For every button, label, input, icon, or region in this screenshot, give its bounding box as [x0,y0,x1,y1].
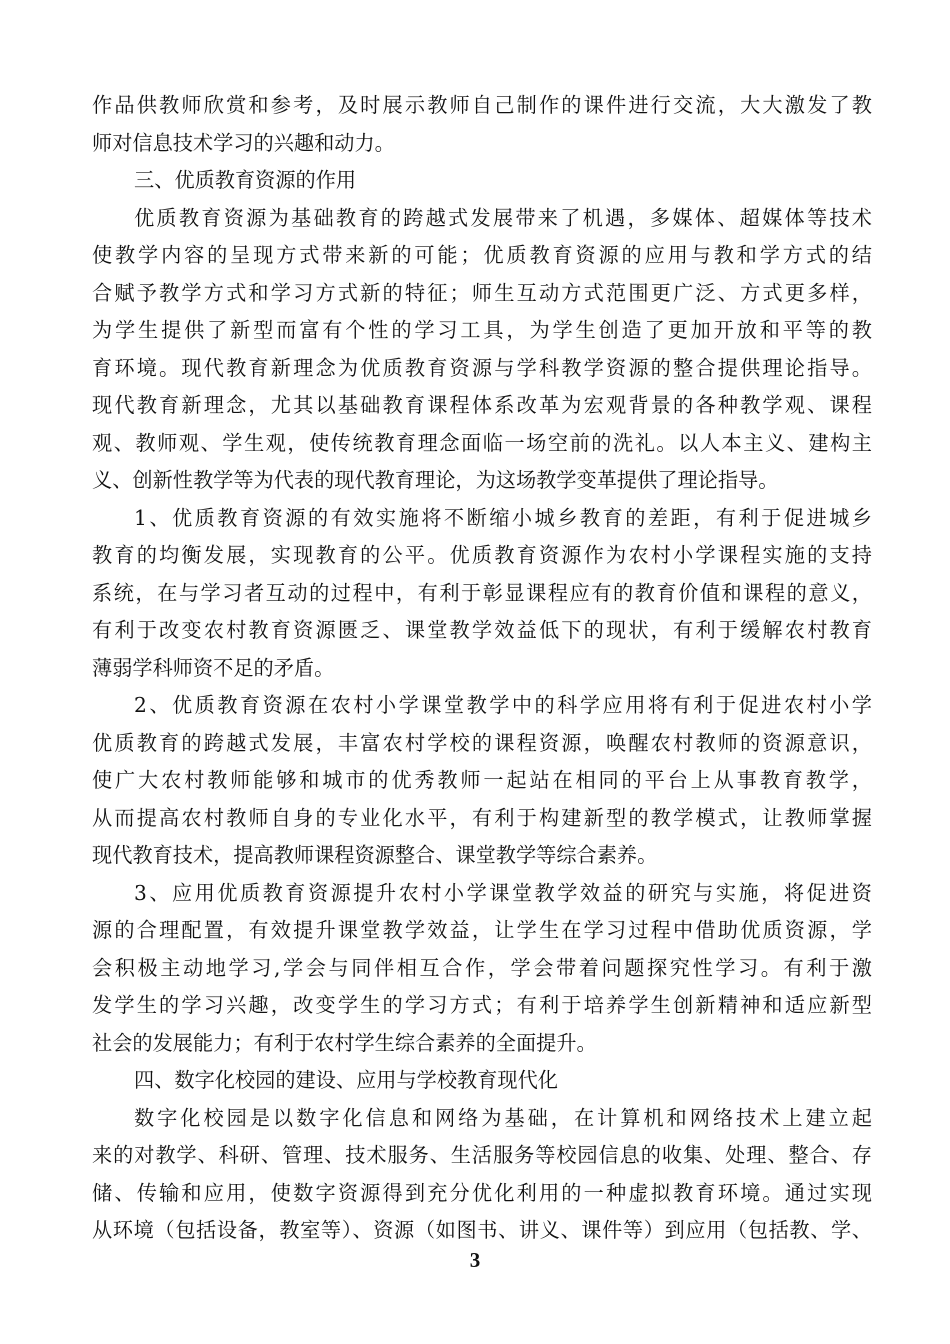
text-line: 使广大农村教师能够和城市的优秀教师一起站在相同的平台上从事教育教学， [92,768,872,792]
text-line: 作品供教师欣赏和参考，及时展示教师自己制作的课件进行交流，大大激发了教 [92,93,872,117]
text-line: 现代教育技术，提高教师课程资源整合、课堂教学等综合素养。 [92,843,658,867]
text-line: 优质教育的跨越式发展，丰富农村学校的课程资源，唤醒农村教师的资源意识， [92,730,872,755]
text-line: 数字化校园是以数字化信息和网络为基础，在计算机和网络技术上建立起 [134,1105,872,1130]
text-line: 薄弱学科师资不足的矛盾。 [92,655,335,680]
text-line: 来的对教学、科研、管理、技术服务、生活服务等校园信息的收集、处理、整合、存 [92,1143,872,1167]
text-line: 储、传输和应用，使数字资源得到充分优化利用的一种虚拟教育环境。通过实现 [92,1180,872,1205]
text-line: 义、创新性教学等为代表的现代教育理论，为这场教学变革提供了理论指导。 [92,468,779,492]
text-line: 从而提高农村教师自身的专业化水平，有利于构建新型的教学模式，让教师掌握 [92,805,872,830]
text-line: 为学生提供了新型而富有个性的学习工具，为学生创造了更加开放和平等的教 [92,318,872,342]
text-line: 社会的发展能力；有利于农村学生综合素养的全面提升。 [92,1030,597,1055]
page-number: 3 [469,1248,481,1272]
text-line: 现代教育新理念，尤其以基础教育课程体系改革为宏观背景的各种教学观、课程 [92,393,872,417]
text-line: 3、应用优质教育资源提升农村小学课堂教学效益的研究与实施，将促进资 [134,880,872,905]
body-text [92,87,872,1250]
text-line: 优质教育资源为基础教育的跨越式发展带来了机遇，多媒体、超媒体等技术 [134,205,872,230]
text-line: 发学生的学习兴趣，改变学生的学习方式；有利于培养学生创新精神和适应新型 [92,993,872,1017]
text-line: 从环境（包括设备，教室等）、资源（如图书、讲义、课件等）到应用（包括教、学、 [92,1218,872,1242]
text-line: 合赋予教学方式和学习方式新的特征；师生互动方式范围更广泛、方式更多样， [92,280,872,305]
text-line: 系统，在与学习者互动的过程中，有利于彰显课程应有的教育价值和课程的意义， [92,580,872,605]
text-line: 观、教师观、学生观，使传统教育理念面临一场空前的洗礼。以人本主义、建构主 [92,430,872,455]
text-line: 2、优质教育资源在农村小学课堂教学中的科学应用将有利于促进农村小学 [134,693,872,717]
text-line: 1、优质教育资源的有效实施将不断缩小城乡教育的差距，有利于促进城乡 [134,505,872,530]
text-line: 有利于改变农村教育资源匮乏、课堂教学效益低下的现状，有利于缓解农村教育 [92,618,872,642]
text-line: 教育的均衡发展，实现教育的公平。优质教育资源作为农村小学课程实施的支持 [92,543,872,567]
text-line: 育环境。现代教育新理念为优质教育资源与学科教学资源的整合提供理论指导。 [92,355,872,380]
text-line: 源的合理配置，有效提升课堂教学效益，让学生在学习过程中借助优质资源，学 [92,918,872,942]
text-line: 四、数字化校园的建设、应用与学校教育现代化 [134,1068,558,1092]
text-line: 师对信息技术学习的兴趣和动力。 [92,130,395,155]
text-line: 三、优质教育资源的作用 [134,168,357,192]
text-line: 使教学内容的呈现方式带来新的可能；优质教育资源的应用与教和学方式的结 [92,243,872,267]
text-line: 会积极主动地学习,学会与同伴相互合作，学会带着问题探究性学习。有利于激 [92,955,872,980]
